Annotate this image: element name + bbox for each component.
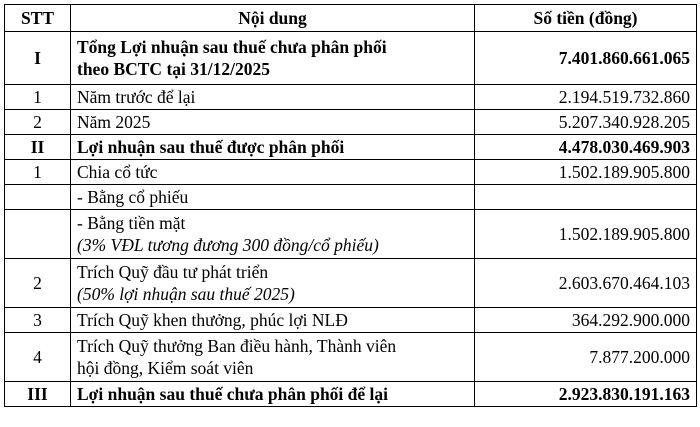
- table-row-section-1: [5, 32, 697, 85]
- row-content-note: (50% lợi nhuận sau thuế 2025): [77, 284, 295, 304]
- row-content-line2: theo BCTC tại 31/12/2025: [77, 59, 270, 79]
- row-content: Năm 2025: [71, 110, 475, 135]
- row-content-line2: hội đồng, Kiểm soát viên: [77, 358, 254, 378]
- header-amount: Số tiền (đồng): [475, 5, 697, 32]
- table-row-section-2: [5, 135, 697, 160]
- row-content-line1: - Bằng tiền mặt: [77, 213, 186, 233]
- row-amount: 1.502.189.905.800: [475, 210, 697, 259]
- row-amount: 1.502.189.905.800: [475, 160, 697, 185]
- row-stt: 4: [5, 333, 71, 382]
- row-amount: 2.923.830.191.163: [475, 382, 697, 407]
- table-row: [5, 259, 697, 308]
- row-amount: [475, 185, 697, 210]
- row-content-line1: Tổng Lợi nhuận sau thuế chưa phân phối: [77, 37, 387, 57]
- row-content: [71, 259, 475, 308]
- row-content-note: (3% VĐL tương đương 300 đồng/cổ phiếu): [77, 235, 379, 255]
- header-stt: STT: [5, 5, 71, 32]
- row-content: Lợi nhuận sau thuế được phân phối: [71, 135, 475, 160]
- table-row: [5, 85, 697, 110]
- header-content: Nội dung: [71, 5, 475, 32]
- table-row: [5, 210, 697, 259]
- row-stt: [5, 185, 71, 210]
- table-row: [5, 333, 697, 382]
- row-stt: 2: [5, 110, 71, 135]
- table-row-section-3: [5, 382, 697, 407]
- row-content: Lợi nhuận sau thuế chưa phân phối để lại: [71, 382, 475, 407]
- row-content: Chia cổ tức: [71, 160, 475, 185]
- table-row: [5, 308, 697, 333]
- row-content: [71, 333, 475, 382]
- row-stt: 3: [5, 308, 71, 333]
- table-header-row: [5, 5, 697, 32]
- row-content: Năm trước để lại: [71, 85, 475, 110]
- row-amount: 2.603.670.464.103: [475, 259, 697, 308]
- row-amount: 4.478.030.469.903: [475, 135, 697, 160]
- table-row: [5, 185, 697, 210]
- profit-distribution-table: [4, 4, 697, 407]
- row-stt: 1: [5, 160, 71, 185]
- row-content: [71, 210, 475, 259]
- row-stt: II: [5, 135, 71, 160]
- row-content: [71, 32, 475, 85]
- row-content-line1: Trích Quỹ đầu tư phát triển: [77, 262, 269, 282]
- row-content: Trích Quỹ khen thưởng, phúc lợi NLĐ: [71, 308, 475, 333]
- row-stt: 2: [5, 259, 71, 308]
- row-amount: 364.292.900.000: [475, 308, 697, 333]
- row-content-line1: Trích Quỹ thưởng Ban điều hành, Thành viên: [77, 336, 397, 356]
- row-stt: III: [5, 382, 71, 407]
- row-stt: [5, 210, 71, 259]
- table-row: [5, 160, 697, 185]
- row-content: - Bằng cổ phiếu: [71, 185, 475, 210]
- row-amount: 5.207.340.928.205: [475, 110, 697, 135]
- row-stt: 1: [5, 85, 71, 110]
- row-amount: 2.194.519.732.860: [475, 85, 697, 110]
- row-amount: 7.401.860.661.065: [475, 32, 697, 85]
- table-row: [5, 110, 697, 135]
- row-stt: I: [5, 32, 71, 85]
- row-amount: 7.877.200.000: [475, 333, 697, 382]
